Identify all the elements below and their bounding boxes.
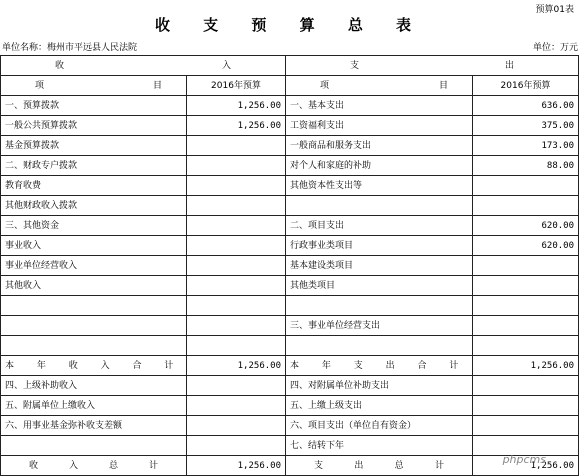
expense-subtotal-label: 本 年 支 出 合 计 (286, 356, 473, 376)
table-row (1, 336, 579, 356)
expense-year-header: 2016年预算 (473, 76, 579, 96)
income-item-header (1, 76, 187, 96)
income-item: 基金预算拨款 (1, 136, 187, 156)
income-total-label-char: 总 (108, 460, 118, 471)
expense-value (473, 336, 579, 356)
income-value (187, 236, 286, 256)
income-item (1, 296, 187, 316)
income-item-header-b: 目 (152, 80, 162, 91)
expense-item: 工资福利支出 (286, 116, 473, 136)
expense-value: 620.00 (473, 236, 579, 256)
table-row (1, 276, 579, 296)
income-subtotal-value: 1,256.00 (187, 356, 286, 376)
table-row (1, 116, 579, 136)
income-item: 一、预算拨款 (1, 96, 187, 116)
income-total-value: 1,256.00 (187, 456, 286, 476)
watermark: phpcms (502, 453, 546, 466)
expense-item-header-b: 目 (438, 80, 448, 91)
expense-item: 二、项目支出 (286, 216, 473, 236)
income-item (1, 316, 187, 336)
income-item-header-a: 项 (35, 80, 45, 91)
expense-value (473, 376, 579, 396)
expense-item-header (286, 76, 473, 96)
income-item: 一般公共预算拨款 (1, 116, 187, 136)
expense-item (286, 336, 473, 356)
income-value (187, 256, 286, 276)
income-value (187, 216, 286, 236)
income-total-label-char: 入 (68, 460, 78, 471)
expense-header-left: 支 (350, 60, 360, 71)
income-item: 其他收入 (1, 276, 187, 296)
form-code: 预算01表 (535, 5, 574, 15)
table-row (1, 316, 579, 336)
expense-total-label-char: 计 (434, 460, 444, 471)
expense-value (473, 396, 579, 416)
income-item: 教育收费 (1, 176, 187, 196)
expense-value (473, 196, 579, 216)
total-row (1, 456, 579, 476)
expense-item: 其他类项目 (286, 276, 473, 296)
budget-table (0, 55, 579, 476)
expense-item: 对个人和家庭的补助 (286, 156, 473, 176)
expense-value (473, 416, 579, 436)
currency-unit: 单位：万元 (532, 43, 578, 53)
table-row (1, 396, 579, 416)
expense-total-value: 1,256.00 (473, 456, 579, 476)
expense-item-header-a: 项 (320, 80, 330, 91)
income-value (187, 276, 286, 296)
table-row (1, 176, 579, 196)
table-row (1, 436, 579, 456)
income-value: 1,256.00 (187, 96, 286, 116)
income-value (187, 376, 286, 396)
table-row (1, 96, 579, 116)
expense-total-label (286, 456, 473, 476)
expense-item: 一、基本支出 (286, 96, 473, 116)
table-header-row-1 (1, 56, 579, 76)
income-value (187, 436, 286, 456)
expense-total-label-char: 总 (394, 460, 404, 471)
expense-value: 375.00 (473, 116, 579, 136)
expense-value (473, 256, 579, 276)
expense-value (473, 276, 579, 296)
unit-name: 单位名称：梅州市平远县人民法院 (2, 43, 138, 53)
table-row (1, 256, 579, 276)
expense-value: 88.00 (473, 156, 579, 176)
table-row (1, 216, 579, 236)
expense-header (286, 56, 579, 76)
expense-item: 其他资本性支出等 (286, 176, 473, 196)
income-value (187, 136, 286, 156)
income-item: 四、上级补助收入 (1, 376, 187, 396)
income-value (187, 296, 286, 316)
income-header (1, 56, 286, 76)
expense-item: 行政事业类项目 (286, 236, 473, 256)
expense-total-label-char: 支 (314, 460, 324, 471)
income-item: 事业收入 (1, 236, 187, 256)
expense-value: 636.00 (473, 96, 579, 116)
income-total-label-char: 计 (148, 460, 158, 471)
expense-item: 四、对附属单位补助支出 (286, 376, 473, 396)
income-year-header: 2016年预算 (187, 76, 286, 96)
income-total-label (1, 456, 187, 476)
unit-row (2, 40, 578, 52)
table-row (1, 236, 579, 256)
expense-value (473, 296, 579, 316)
income-item: 六、用事业基金弥补收支差额 (1, 416, 187, 436)
expense-value: 620.00 (473, 216, 579, 236)
table-row (1, 376, 579, 396)
page-title: 收 支 预 算 总 表 (154, 16, 426, 34)
expense-value: 173.00 (473, 136, 579, 156)
expense-item: 六、项目支出（单位自有资金） (286, 416, 473, 436)
income-value (187, 176, 286, 196)
income-item (1, 336, 187, 356)
income-item (1, 436, 187, 456)
income-item: 二、财政专户拨款 (1, 156, 187, 176)
expense-subtotal-value: 1,256.00 (473, 356, 579, 376)
table-row (1, 296, 579, 316)
income-subtotal-label: 本 年 收 入 合 计 (1, 356, 187, 376)
income-item: 五、附属单位上缴收入 (1, 396, 187, 416)
expense-item (286, 196, 473, 216)
expense-item: 一般商品和服务支出 (286, 136, 473, 156)
table-row (1, 156, 579, 176)
expense-total-label-char: 出 (354, 460, 364, 471)
expense-value (473, 316, 579, 336)
income-value (187, 416, 286, 436)
income-value: 1,256.00 (187, 116, 286, 136)
table-header-row-2 (1, 76, 579, 96)
income-header-right: 入 (221, 60, 231, 71)
table-row (1, 196, 579, 216)
income-value (187, 196, 286, 216)
expense-header-right: 出 (504, 60, 514, 71)
table-row (1, 416, 579, 436)
income-value (187, 156, 286, 176)
table-row (1, 136, 579, 156)
income-item: 三、其他资金 (1, 216, 187, 236)
income-header-left: 收 (55, 60, 65, 71)
expense-item: 五、上缴上级支出 (286, 396, 473, 416)
expense-item: 基本建设类项目 (286, 256, 473, 276)
income-value (187, 336, 286, 356)
expense-item: 七、结转下年 (286, 436, 473, 456)
expense-item (286, 296, 473, 316)
subtotal-row (1, 356, 579, 376)
expense-value (473, 176, 579, 196)
income-item: 其他财政收入拨款 (1, 196, 187, 216)
income-item: 事业单位经营收入 (1, 256, 187, 276)
income-total-label-char: 收 (29, 460, 39, 471)
expense-item: 三、事业单位经营支出 (286, 316, 473, 336)
income-value (187, 396, 286, 416)
income-value (187, 316, 286, 336)
